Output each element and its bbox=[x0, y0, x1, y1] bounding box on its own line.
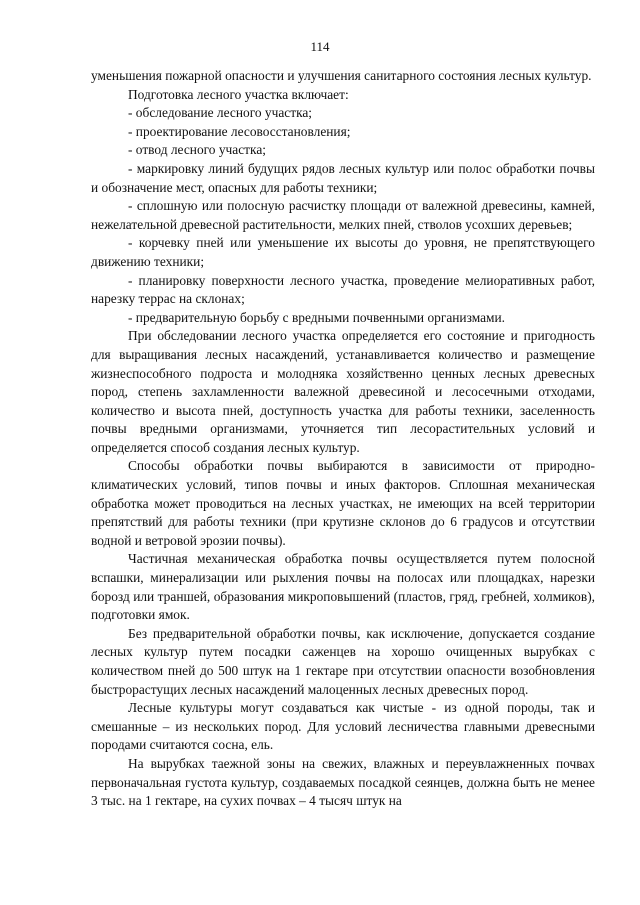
paragraph: Подготовка лесного участка включает: bbox=[128, 86, 349, 102]
list-item: - проектирование лесовосстановления; bbox=[128, 123, 351, 139]
list-item: - планировку поверхности лесного участка, проведение мелиоративных работ, нарезку террас на склонах; bbox=[91, 272, 595, 307]
paragraph: Без предварительной обработки почвы, как исключение, допускается создание лесных культур путем посадки саженцев на хорошо очищенных вырубках с количеством пней до 500 штук на 1 гектаре при отсутствии опасности возобновления быстрорастущих лесных насаждений малоценных лесных древесных пород. bbox=[91, 625, 595, 697]
body-text bbox=[91, 67, 595, 811]
list-item: - сплошную или полосную расчистку площади от валежной древесины, камней, нежелательной древесной растительности, мелких пней, стволов усохших деревьев; bbox=[91, 198, 595, 232]
paragraph: уменьшения пожарной опасности и улучшения санитарного состояния лесных культур. bbox=[91, 68, 592, 83]
list-item: - корчевку пней или уменьшение их высоты до уровня, не препятствующего движению техники; bbox=[91, 235, 595, 269]
paragraph: Лесные культуры могут создаваться как чистые - из одной породы, так и смешанные – из нескольких пород. Для условий лесничества главными древесными породами считаются сосна, ель. bbox=[91, 700, 595, 753]
list-item: - предварительную борьбу с вредными почвенными организмами. bbox=[128, 309, 506, 325]
list-item: - отвод лесного участка; bbox=[128, 142, 266, 158]
page-number: 114 bbox=[310, 39, 330, 54]
paragraph: Способы обработки почвы выбираются в зависимости от природно-климатических условий, типов почвы и иных факторов. Сплошная механическая обработка может проводиться на лесных участках, не имеющих на всей территории препятствий для работы техники (при крутизне склонов до 6 градусов и отсутствии водной и ветровой эрозии почвы). bbox=[91, 458, 595, 548]
list-item: - обследование лесного участка; bbox=[128, 105, 313, 121]
paragraph: На вырубках таежной зоны на свежих, влажных и переувлажненных почвах первоначальная густота культур, создаваемых посадкой сеянцев, должна быть не менее 3 тыс. на 1 гектаре, на сухих почвах – 4 тысяч штук на bbox=[91, 755, 595, 809]
paragraph: При обследовании лесного участка определяется его состояние и пригодность для выращивания лесных насаждений, устанавливается количество и размещение жизнеспособного подроста и молодняка хозяйственно ценных лесных древесных пород, степень захламленности валежной древесиной и лесосечными отходами, количество и высота пней, доступность участка для работы техники, заселенность почвы вредными организмами, уточняется тип лесорастительных условий и определяется способ создания лесных культур. bbox=[91, 328, 595, 455]
paragraph: Частичная механическая обработка почвы осуществляется путем полосной вспашки, минерализации или рыхления почвы на полосах или площадках, нарезки борозд или траншей, образования микроповышений (пластов, гряд, гребней, холмиков), подготовки ямок. bbox=[91, 551, 595, 623]
list-item: - маркировку линий будущих рядов лесных культур или полос обработки почвы и обозначение мест, опасных для работы техники; bbox=[91, 160, 595, 195]
